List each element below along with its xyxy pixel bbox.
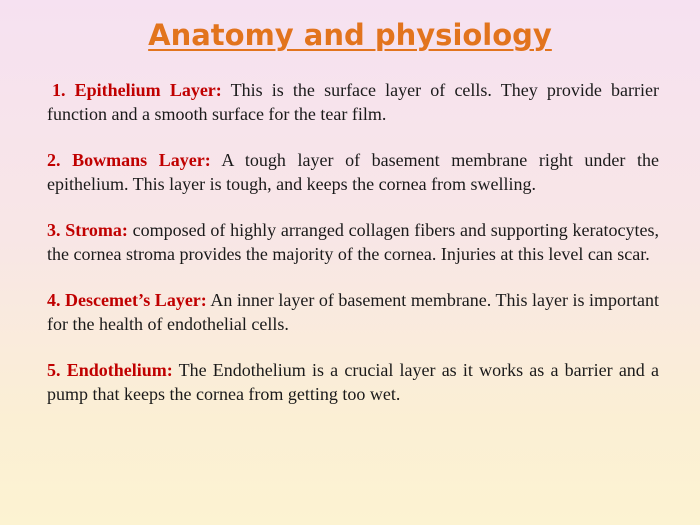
item-text: This is the surface layer of cells. They provide barrier function and a smooth surface for the tear film.	[47, 80, 659, 124]
list-item-epithelium	[47, 78, 659, 126]
item-label: 3. Stroma:	[47, 220, 128, 240]
list-item-bowmans	[47, 148, 659, 196]
list-item-stroma	[47, 218, 659, 266]
list-item-descemets	[47, 288, 659, 336]
item-text: The Endothelium is a crucial layer as it works as a barrier and a pump that keeps the cornea from getting too wet.	[47, 360, 659, 404]
slide-content	[47, 78, 659, 428]
item-text: composed of highly arranged collagen fibers and supporting keratocytes, the cornea stroma provides the majority of the cornea. Injuries at this level can scar.	[47, 220, 659, 264]
item-label: 5. Endothelium:	[47, 360, 173, 380]
slide-title: Anatomy and physiology	[148, 18, 552, 52]
item-text: A tough layer of basement membrane right under the epithelium. This layer is tough, and keeps the cornea from swelling.	[47, 150, 659, 194]
item-text: An inner layer of basement membrane. This layer is important for the health of endothelial cells.	[47, 290, 659, 334]
item-label: 2. Bowmans Layer:	[47, 150, 211, 170]
item-label: 4. Descemet’s Layer:	[47, 290, 207, 310]
item-label: 1. Epithelium Layer:	[52, 80, 222, 100]
list-item-endothelium	[47, 358, 659, 406]
